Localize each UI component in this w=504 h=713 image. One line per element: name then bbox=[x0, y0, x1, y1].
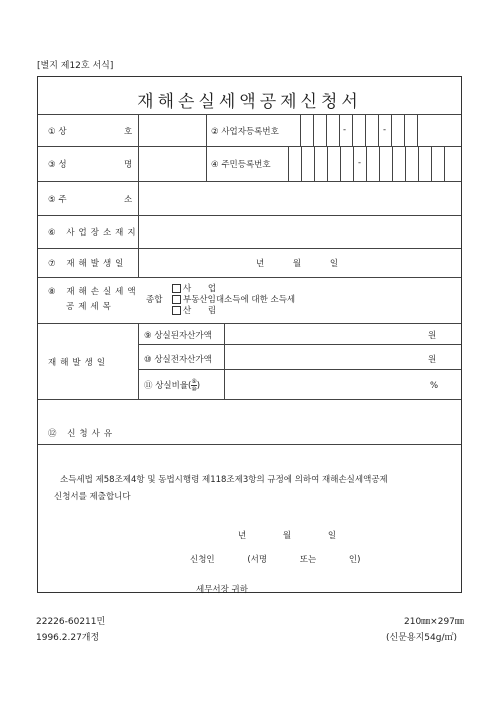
digit-box-line bbox=[314, 146, 315, 181]
row-divider bbox=[38, 146, 461, 147]
application-form bbox=[37, 76, 462, 593]
label-business-reg-no: ② 사업자등록번호 bbox=[211, 127, 279, 137]
digit-box-line bbox=[366, 146, 367, 181]
option-rental[interactable]: 부동산임대소득에 대한 소득세 bbox=[172, 293, 295, 305]
checkbox-icon[interactable] bbox=[172, 306, 181, 315]
col-divider bbox=[224, 323, 225, 399]
label-name: ③ 성 bbox=[48, 160, 67, 170]
digit-box-line bbox=[352, 114, 353, 146]
label-pre-loss-assets: ⑩ 상실전자산가액 bbox=[144, 355, 212, 365]
checkbox-icon[interactable] bbox=[172, 284, 181, 293]
label-loss-ratio: ⑪ 상실비율( $\frac{\text{⑨}}{\text{⑩}}$ ) bbox=[144, 378, 201, 393]
unit-won: 원 bbox=[428, 331, 437, 341]
row-divider bbox=[38, 248, 461, 249]
checkbox-icon[interactable] bbox=[172, 295, 181, 304]
row-divider bbox=[38, 215, 461, 216]
digit-box-line bbox=[417, 114, 418, 146]
label-company: ① 상 bbox=[48, 127, 67, 137]
digit-box-line bbox=[431, 146, 432, 181]
digit-box-line bbox=[365, 114, 366, 146]
digit-box-line bbox=[326, 114, 327, 146]
label-company-suffix: 호 bbox=[124, 127, 133, 137]
signature-date: 년 월 일 bbox=[238, 531, 337, 541]
digit-box-line bbox=[378, 114, 379, 146]
col-divider bbox=[138, 323, 139, 399]
label-tax-item-2: 공제세목 bbox=[66, 302, 115, 312]
option-forest[interactable]: 산 림 bbox=[172, 304, 216, 316]
digit-box-line bbox=[392, 146, 393, 181]
digit-box-line bbox=[404, 114, 405, 146]
row-divider bbox=[38, 399, 461, 400]
unit-won: 원 bbox=[428, 355, 437, 365]
label-disaster-date: ⑦ 재해발생일 bbox=[48, 259, 128, 269]
row-divider bbox=[38, 114, 461, 115]
dash: - bbox=[358, 158, 362, 168]
label-combined: 종합 bbox=[146, 295, 163, 305]
form-code: 22226-60211민 bbox=[36, 617, 106, 627]
row-divider bbox=[38, 444, 461, 445]
label-tax-item: ⑧ 재해손실세액 bbox=[48, 287, 140, 297]
row-divider bbox=[138, 369, 461, 370]
disaster-date-value: 년 월 일 bbox=[256, 259, 339, 269]
digit-box-line bbox=[339, 114, 340, 146]
label-disaster-occurrence: 재해발생일 bbox=[48, 358, 110, 368]
col-divider bbox=[206, 114, 207, 181]
label-address-suffix: 소 bbox=[124, 195, 133, 205]
statement-line-2: 신청서를 제출합니다 bbox=[54, 492, 131, 502]
digit-box-line bbox=[353, 146, 354, 181]
form-title: 재해손실세액공제신청서 bbox=[137, 92, 362, 112]
form-number-label: [별지 제12호 서식] bbox=[37, 61, 114, 71]
label-resident-reg-no: ④ 주민등록번호 bbox=[211, 160, 271, 170]
digit-box-line bbox=[313, 114, 314, 146]
digit-box-line bbox=[327, 146, 328, 181]
digit-box-line bbox=[301, 146, 302, 181]
paper-type: (신문용지54g/㎡) bbox=[386, 633, 457, 643]
label-address: ⑤ 주 bbox=[48, 195, 67, 205]
paper-size: 210㎜×297㎜ bbox=[404, 617, 464, 627]
label-application-reason: ⑫ 신청사유 bbox=[48, 429, 117, 439]
row-divider bbox=[38, 181, 461, 182]
statement-line-1: 소득세법 제58조제4항 및 동법시행령 제118조제3항의 규정에 의하여 재해손실세액공제 bbox=[60, 475, 388, 485]
option-business[interactable]: 사 업 bbox=[172, 282, 216, 294]
applicant-signature: 신청인 (서명 또는 인) bbox=[190, 555, 361, 565]
row-divider bbox=[138, 344, 461, 345]
digit-box-line bbox=[405, 146, 406, 181]
dash: - bbox=[383, 125, 387, 135]
digit-box-line bbox=[444, 146, 445, 181]
digit-box-line bbox=[391, 114, 392, 146]
row-divider bbox=[38, 323, 461, 324]
recipient: 세무서장 귀하 bbox=[196, 585, 248, 595]
label-name-suffix: 명 bbox=[124, 160, 133, 170]
digit-box-line bbox=[418, 146, 419, 181]
unit-percent: % bbox=[430, 381, 439, 391]
digit-box-line bbox=[288, 146, 289, 181]
label-business-location: ⑥ 사업장소재지 bbox=[48, 228, 140, 238]
digit-box-line bbox=[379, 146, 380, 181]
label-lost-assets: ⑨ 상실된자산가액 bbox=[144, 331, 212, 341]
revision-date: 1996.2.27개정 bbox=[36, 633, 100, 643]
digit-box-line bbox=[340, 146, 341, 181]
row-divider bbox=[38, 277, 461, 278]
dash: - bbox=[343, 125, 347, 135]
col-divider bbox=[138, 114, 139, 181]
digit-box-line bbox=[300, 114, 301, 146]
